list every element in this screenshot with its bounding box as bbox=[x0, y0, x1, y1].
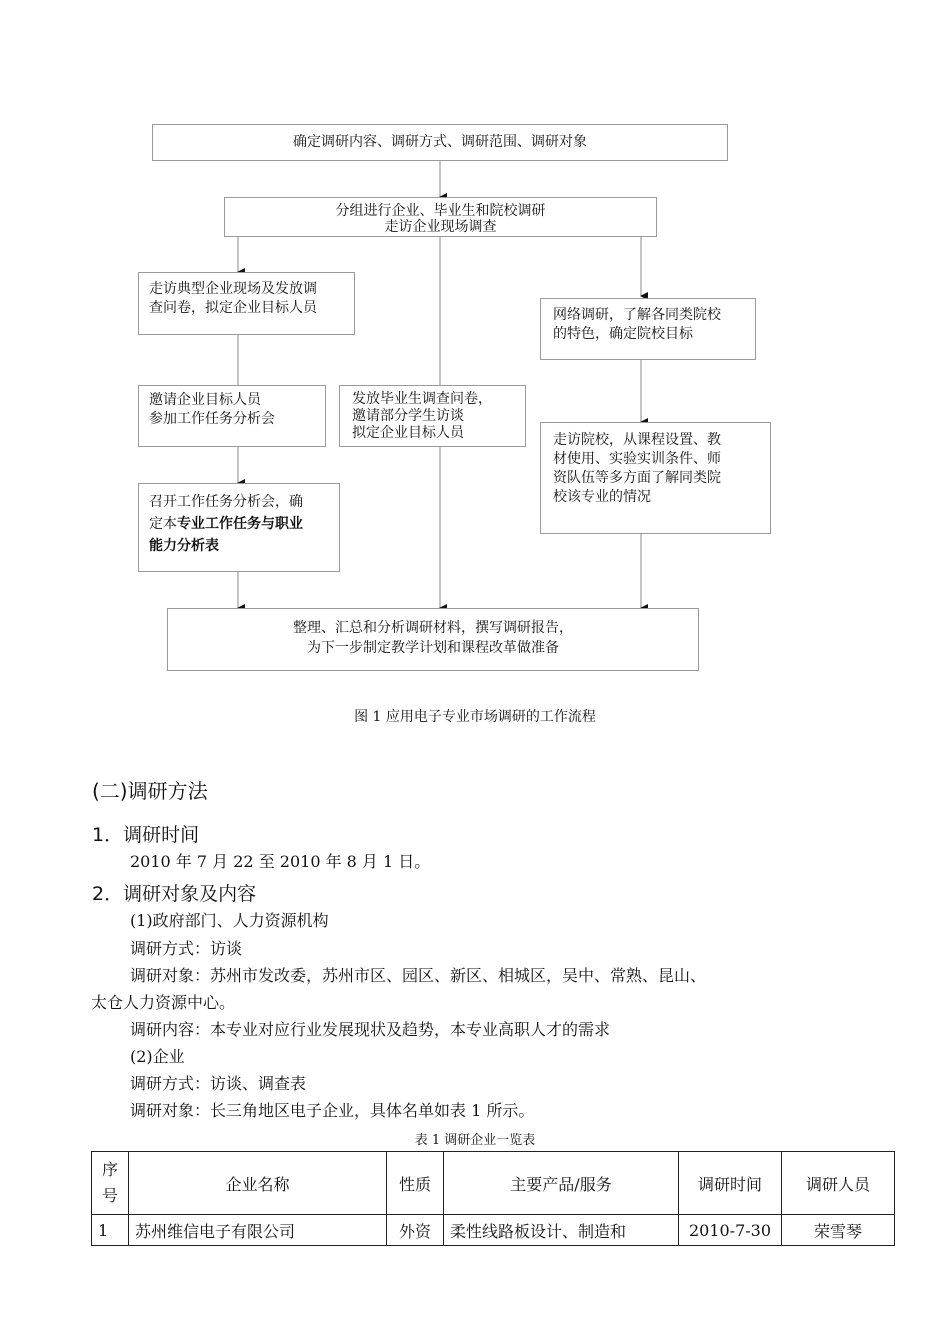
flow-text: 邀请企业目标人员 bbox=[149, 392, 261, 408]
paragraph: 调研对象：长三角地区电子企业，具体名单如表 1 所示。 bbox=[130, 1101, 535, 1120]
flow-text-bold: 专业工作任务与职业 bbox=[177, 516, 303, 532]
flow-text: 确定调研内容、调研方式、调研范围、调研对象 bbox=[293, 134, 587, 150]
header-cell: 调研人员 bbox=[782, 1152, 895, 1215]
flow-text: 拟定企业目标人员 bbox=[352, 425, 464, 441]
table-cell: 2010-7-30 bbox=[679, 1215, 782, 1246]
flow-text: 材使用、实验实训条件、师 bbox=[553, 451, 721, 467]
paragraph: 太仓人力资源中心。 bbox=[91, 993, 236, 1012]
flow-text: 网络调研，了解各同类院校 bbox=[553, 307, 721, 323]
flow-step-invite-targets bbox=[138, 385, 326, 447]
flow-text: 发放毕业生调查问卷， bbox=[352, 391, 492, 407]
header-cell: 主要产品/服务 bbox=[444, 1152, 679, 1215]
flow-step-compile-report bbox=[167, 608, 699, 671]
paragraph-time: 2010 年 7 月 22 至 2010 年 8 月 1 日。 bbox=[130, 852, 431, 871]
header-cell: 调研时间 bbox=[679, 1152, 782, 1215]
flow-text: 走访院校，从课程设置、教 bbox=[553, 432, 721, 448]
flow-text: 的特色，确定院校目标 bbox=[553, 326, 693, 342]
header-cell-seq: 序 号 bbox=[92, 1152, 129, 1215]
paragraph: 调研对象：苏州市发改委，苏州市区、园区、新区、相城区，吴中、常熟、昆山、 bbox=[130, 966, 707, 985]
table-cell: 柔性线路板设计、制造和 bbox=[444, 1215, 679, 1246]
flow-text: 校该专业的情况 bbox=[553, 489, 651, 505]
flow-text: 召开工作任务分析会，确 bbox=[149, 494, 303, 510]
flow-step-task-analysis bbox=[138, 483, 340, 572]
header-cell: 性质 bbox=[387, 1152, 444, 1215]
flow-text: 定本 bbox=[149, 516, 177, 532]
paragraph: (1)政府部门、人力资源机构 bbox=[130, 911, 329, 930]
flow-step-graduate-survey bbox=[339, 385, 526, 447]
table-cell: 外资 bbox=[387, 1215, 444, 1246]
table-row bbox=[92, 1215, 895, 1246]
paragraph: 调研内容：本专业对应行业发展现状及趋势，本专业高职人才的需求 bbox=[130, 1020, 611, 1039]
flow-text: 资队伍等多方面了解同类院 bbox=[553, 470, 721, 486]
flow-step-online-research bbox=[540, 298, 756, 360]
table-cell: 荣雪琴 bbox=[782, 1215, 895, 1246]
flow-text: 走访典型企业现场及发放调 bbox=[149, 281, 317, 297]
flow-step-group-research bbox=[224, 197, 657, 237]
flow-text: 邀请部分学生访谈 bbox=[352, 408, 464, 424]
flow-step-define-scope bbox=[152, 124, 728, 161]
paragraph: (2)企业 bbox=[130, 1047, 185, 1066]
flow-text: 整理、汇总和分析调研材料，撰写调研报告， bbox=[293, 620, 573, 636]
flow-text: 为下一步制定教学计划和课程改革做准备 bbox=[307, 640, 559, 656]
flow-text: 走访企业现场调查 bbox=[384, 219, 497, 235]
section-title: (二)调研方法 bbox=[92, 779, 208, 803]
figure-caption: 图 1 应用电子专业市场调研的工作流程 bbox=[354, 709, 596, 725]
header-cell: 企业名称 bbox=[129, 1152, 387, 1215]
table-caption: 表 1 调研企业一览表 bbox=[414, 1133, 536, 1148]
flow-step-visit-colleges bbox=[540, 422, 771, 534]
flow-text-bold: 能力分析表 bbox=[149, 538, 219, 554]
flow-text: 分组进行企业、毕业生和院校调研 bbox=[335, 203, 546, 219]
enterprise-table bbox=[91, 1151, 895, 1246]
flow-step-visit-enterprises bbox=[138, 272, 355, 335]
flow-text: 查问卷，拟定企业目标人员 bbox=[149, 300, 317, 316]
table-cell: 苏州维信电子有限公司 bbox=[129, 1215, 387, 1246]
subsection-title-time: 1．调研时间 bbox=[92, 824, 200, 846]
table-cell: 1 bbox=[92, 1215, 129, 1246]
table-header-row bbox=[92, 1152, 895, 1215]
paragraph: 调研方式：访谈 bbox=[130, 939, 243, 958]
paragraph: 调研方式：访谈、调查表 bbox=[130, 1074, 307, 1093]
flow-text: 参加工作任务分析会 bbox=[149, 411, 275, 427]
subsection-title-objects: 2．调研对象及内容 bbox=[92, 883, 257, 905]
